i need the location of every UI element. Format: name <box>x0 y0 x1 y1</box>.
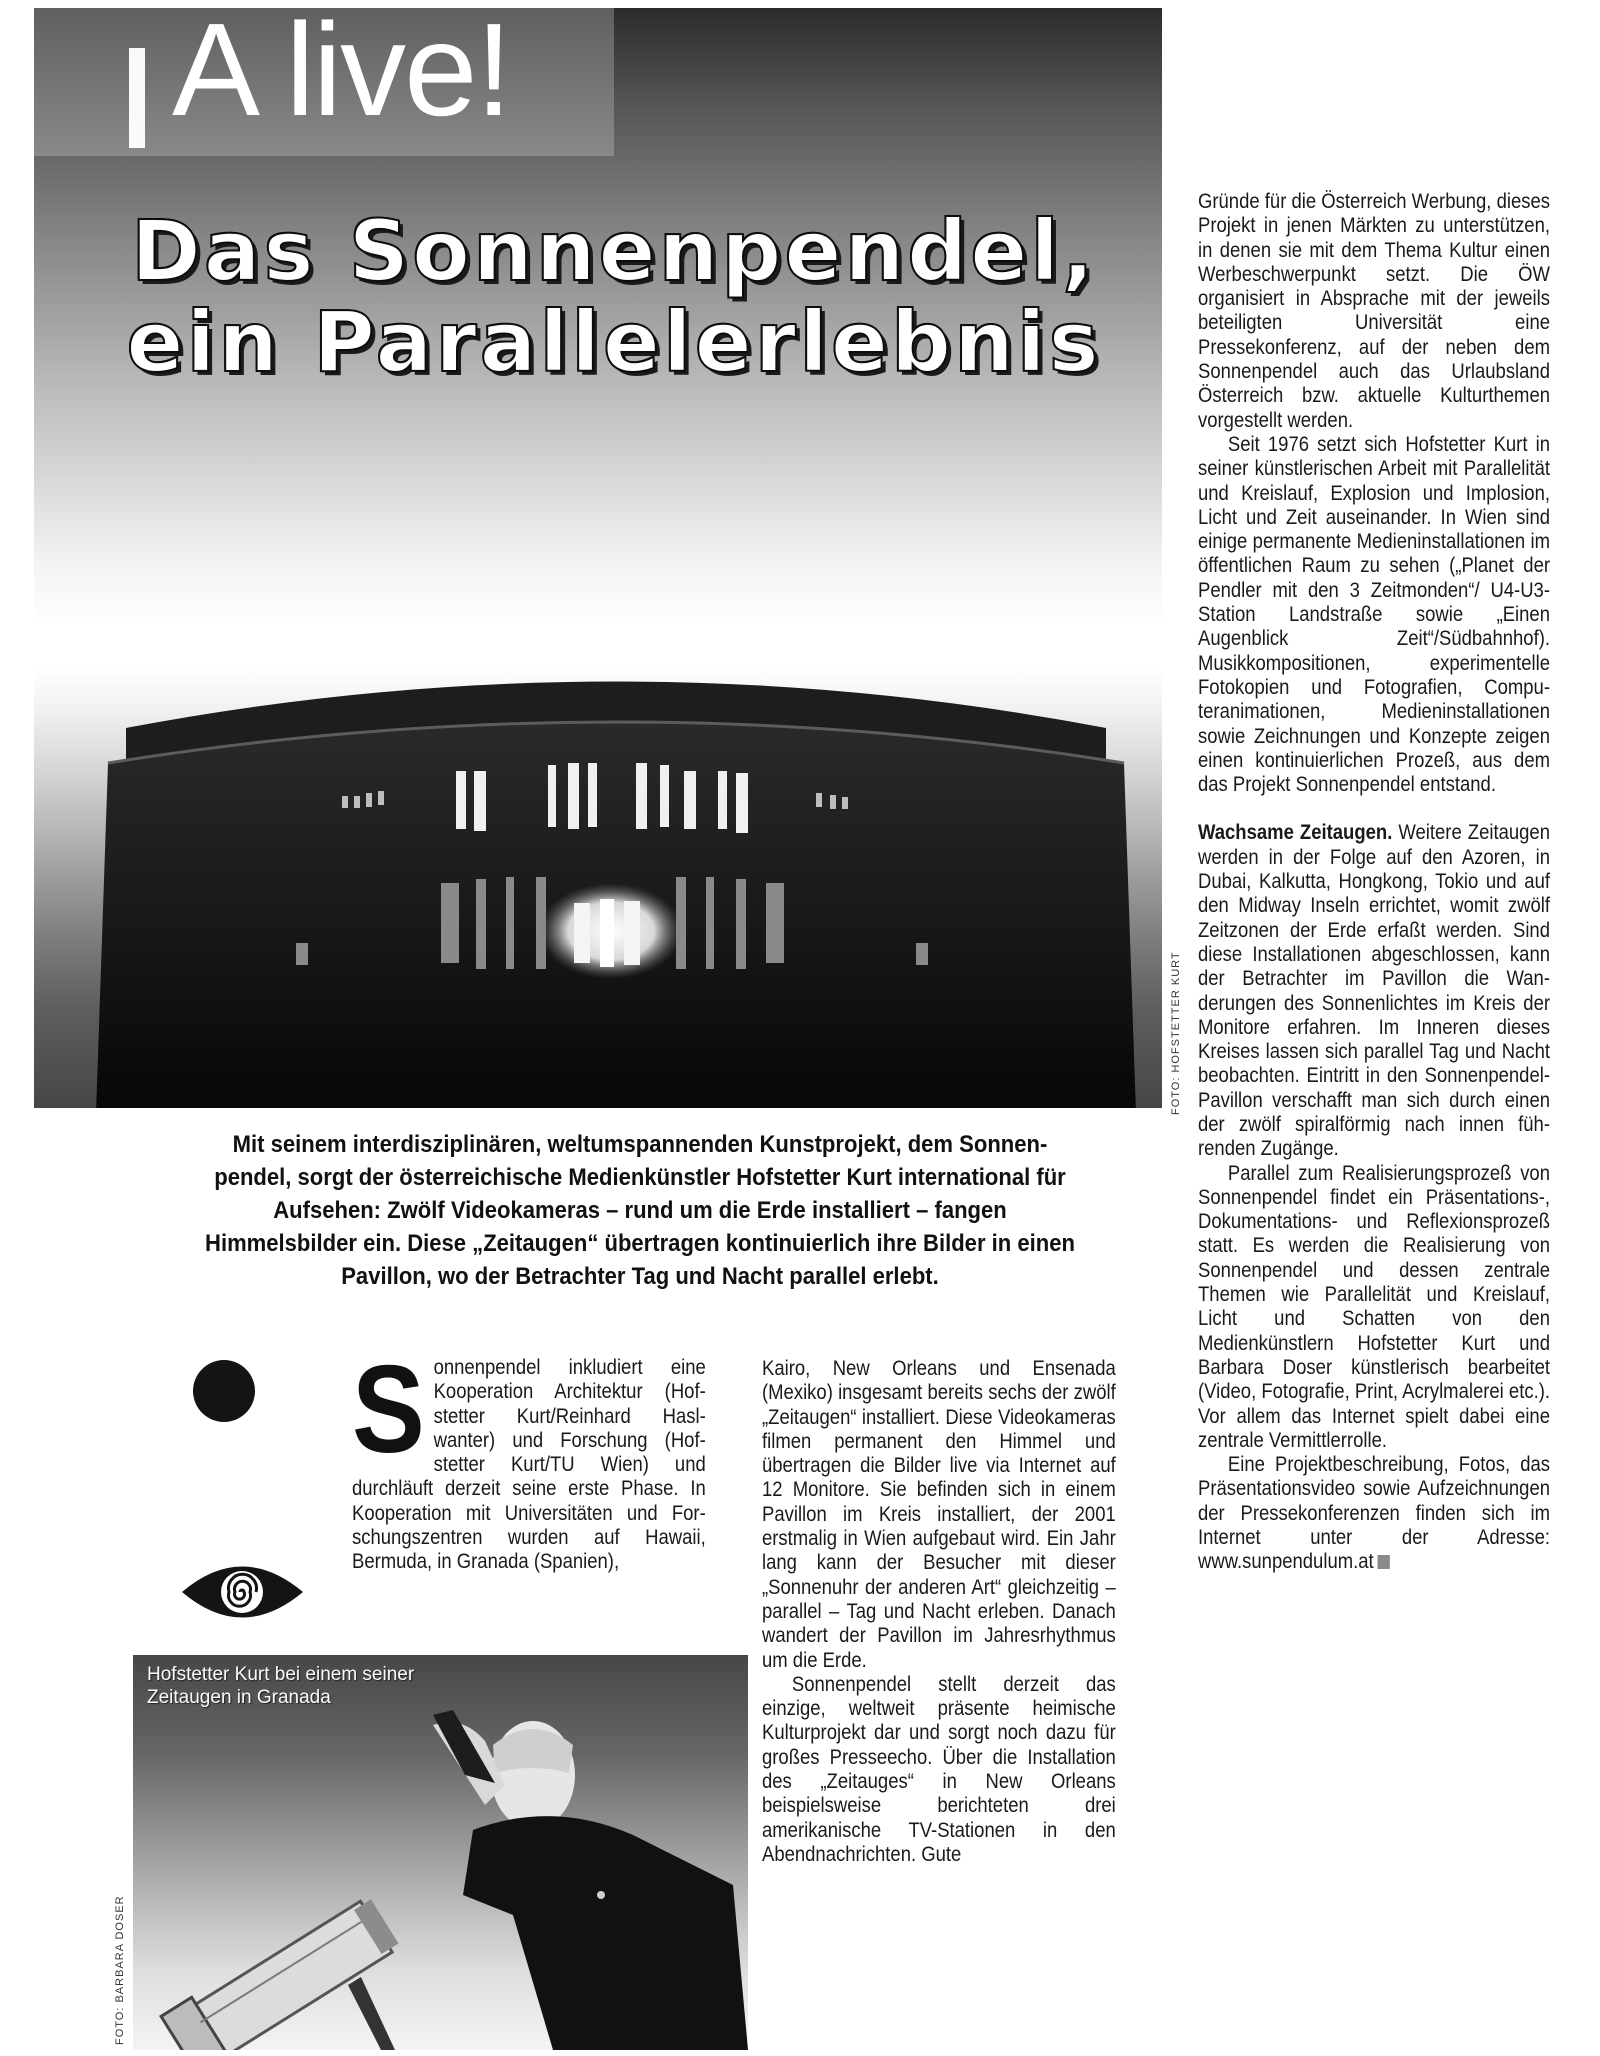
body-text: Eine Projektbeschreibung, Fotos, das Präsentationsvideo sowie Aufzeichnungen der Pressekonferenzen finden sich im Internet unter der Adresse: www.sunpendulum.at <box>1198 1453 1550 1574</box>
headline-line-2: ein Parallelerlebnis <box>126 292 1102 391</box>
section-kicker: A live! <box>172 8 511 143</box>
hero-image <box>34 8 1162 1108</box>
body-column-2 <box>762 1357 1116 1867</box>
body-text: Weitere Zeitaugen werden in der Folge auf den Azoren, in Dubai, Kalkutta, Hongkong, Tokio und auf den Midway Inseln errichtet, womit zwölf Zeitzonen der Erde erfaßt werden. Sind diese Installationen abgeschlossen, kann der Betrachter im Pavillon die Wanderungen des Sonnenlichtes im Kreis der Monitore erfahren. Im Inneren dieses Kreises lassen sich parallel Tag und Nacht beobachten. Eintritt in den Sonnenpendel-Pavillon verschafft man sich durch einen der zwölf spiralförmig nach innen führenden Zugänge. <box>1198 821 1550 1161</box>
dot-icon <box>193 1360 255 1422</box>
subheading: Wachsame Zeitaugen. <box>1198 821 1393 845</box>
lead-paragraph: Mit seinem interdisziplinären, weltumspannenden Kunstprojekt, dem Sonnenpendel, sorgt der österreichische Medienkünstler Hofstetter Kurt international für Aufsehen: Zwölf Videokameras – rund um die Erde installiert – fangen Himmelsbilder ein. Diese „Zeitaugen“ übertragen kontinuierlich ihre Bilder in einen Pavillon, wo der Betrachter Tag und Nacht parallel erlebt. <box>205 1131 1075 1290</box>
photo-illustration <box>133 1655 748 2050</box>
body-paragraph <box>1198 1453 1550 1574</box>
end-square-icon <box>1377 1555 1389 1569</box>
granada-photo <box>133 1655 748 2050</box>
photo-credit-small: FOTO: BARBARA DOSER <box>114 1895 126 2045</box>
body-text: onnenpendel inkludiert eine Kooperation Architektur (Hofstetter Kurt/Reinhard Haslwanter) und Forschung (Hofstetter Kurt/TU Wien) und durchläuft derzeit seine erste Phase. In Kooperation mit Universitäten und Forschungszentren wurden auf Hawaii, Bermuda, in Granada (Spanien), <box>352 1356 706 1574</box>
photo-credit-main: FOTO: HOFSTETTER KURT <box>1170 951 1182 1115</box>
photo-caption: Hofstetter Kurt bei einem seiner Zeitaugen in Granada <box>147 1664 415 1708</box>
body-paragraph: Seit 1976 setzt sich Hofstetter Kurt in seiner künstlerischen Arbeit mit Parallelität und Kreislauf, Explosion und Implosion, Licht und Zeit auseinander. In Wien sind einige permanente Medieninstallationen im öffentlichen Raum zu sehen („Planet der Pendler mit den 3 Zeitmonden“/ U4-U3-Station Landstraße sowie „Einen Augenblick Zeit“/Südbahnhof). Musikkompositionen, experimentelle Fotokopien und Fotografien, Computeranimationen, Medieninstallationen sowie Zeichnungen und Konzepte zeigen einen kontinuierlichen Prozeß, aus dem das Projekt Sonnenpendel entstand. <box>1198 432 1550 797</box>
body-column-1 <box>352 1341 706 1575</box>
kicker-bar <box>129 48 145 148</box>
body-paragraph: Kairo, New Orleans und Ensenada (Mexiko) insgesamt bereits sechs der zwölf „Zeitaugen“ installiert. Diese Videokameras filmen permanent den Himmel und übertragen die Bilder live via Internet auf 12 Monitore. Sie befinden sich in einem Pavillon im Kreis installiert, der 2001 erstmalig in Wien aufgebaut wird. Ein Jahr lang kann der Besucher mit dieser „Sonnenuhr der anderen Art“ gleichzeitig – parallel – Tag und Nacht erleben. Danach wandert der Pavillon im Jahresrhythmus um die Erde. <box>762 1357 1116 1672</box>
body-column-3 <box>1198 190 1550 1575</box>
headline-line-1: Das Sonnenpendel, <box>131 202 1097 300</box>
eye-icon <box>180 1555 305 1629</box>
pavilion-illustration <box>96 633 1136 1108</box>
body-paragraph <box>352 1341 706 1575</box>
body-paragraph: Parallel zum Realisierungsprozeß von Sonnenpendel findet ein Präsentations-, Dokumentations- und Reflexionsprozeß statt. Es werden die Realisierung von Sonnenpendel und dessen zentrale Themen wie Parallelität und Kreislauf, Licht und Schatten von den Medienkünstlern Hofstetter Kurt und Barbara Doser künstlerisch bearbeitet (Video, Fotografie, Print, Acrylmalerei etc.). Vor allem das Internet spielt dabei eine zentrale Vermittlerrolle. <box>1198 1161 1550 1452</box>
body-paragraph <box>1198 821 1550 1161</box>
body-paragraph: Gründe für die Österreich Werbung, dieses Projekt in jenen Märkten zu unterstützen, in denen sie mit dem Thema Kultur einen Werbeschwerpunkt setzt. Die ÖW organisiert in Absprache mit der jeweils beteiligten Universität eine Pressekonferenz, auf der neben dem Sonnenpendel auch das Urlaubsland Österreich bzw. aktuelle Kulturthemen vorgestellt werden. <box>1198 190 1550 432</box>
dropcap: S <box>352 1341 425 1479</box>
headline <box>74 202 1154 391</box>
body-paragraph: Sonnenpendel stellt derzeit das einzige, weltweit präsente heimische Kulturprojekt dar und sorgt noch dazu für großes Presseecho. Über die Installation des „Zeitauges“ in New Orleans beispielsweise berichteten drei amerikanische TV-Stationen in den Abendnachrichten. Gute <box>762 1672 1116 1866</box>
